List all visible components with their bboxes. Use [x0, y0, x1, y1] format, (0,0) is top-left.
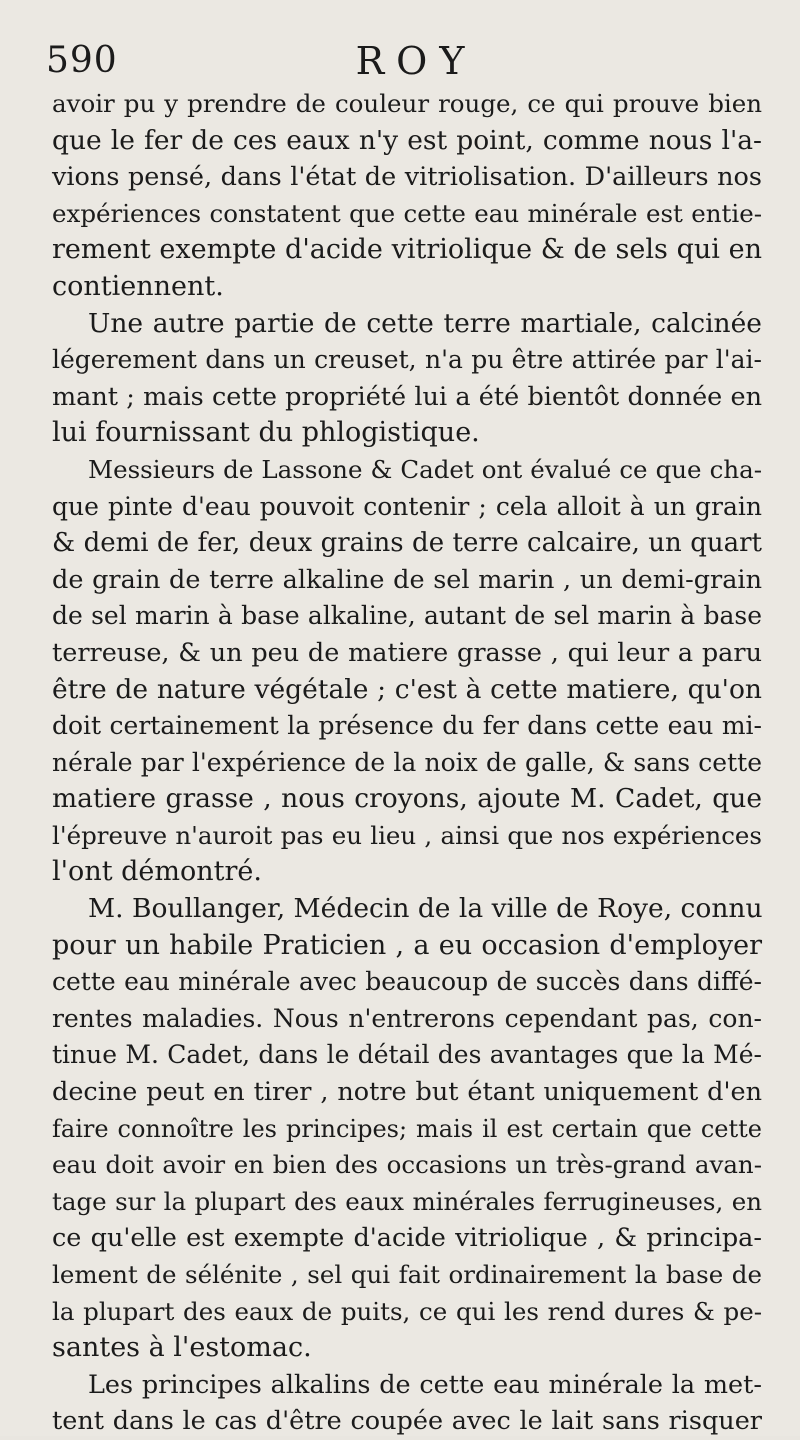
text-line: la plupart des eaux de puits, ce qui les rend dures & pe-: [52, 1296, 762, 1326]
text-line: que pinte d'eau pouvoit contenir ; cela alloit à un grain: [52, 491, 762, 521]
text-line: Messieurs de Lassone & Cadet ont évalué ce que cha-: [88, 454, 762, 484]
text-line: tinue M. Cadet, dans le détail des avantages que la Mé-: [52, 1040, 762, 1070]
text-line: lement de sélénite , sel qui fait ordinairement la base de: [52, 1260, 762, 1289]
text-line: légerement dans un creuset, n'a pu être attirée par l'ai-: [52, 345, 762, 375]
text-line: Une autre partie de cette terre martiale, calcinée: [88, 307, 762, 339]
text-line: tent dans le cas d'être coupée avec le lait sans risquer: [52, 1406, 762, 1437]
text-line: expériences constatent que cette eau minérale est entie-: [52, 198, 762, 228]
text-line: contiennent.: [52, 270, 224, 302]
text-line: & demi de fer, deux grains de terre calcaire, un quart: [52, 528, 762, 559]
text-line: l'ont démontré.: [52, 856, 262, 888]
paragraph-4: [52, 891, 762, 1367]
text-line: lui fournissant du phlogistique.: [52, 417, 480, 449]
text-line: l'épreuve n'auroit pas eu lieu , ainsi que nos expériences: [52, 820, 762, 850]
text-line: terreuse, & un peu de matiere grasse , qui leur a paru: [52, 637, 762, 668]
paragraph-1: [52, 86, 762, 306]
body-text: [52, 86, 762, 1440]
text-line: Les principes alkalins de cette eau minérale la met-: [88, 1369, 762, 1400]
text-line: M. Boullanger, Médecin de la ville de Roye, connu: [88, 893, 763, 925]
text-line: rentes maladies. Nous n'entrerons cependant pas, con-: [52, 1003, 762, 1033]
page-number: 590: [46, 40, 118, 81]
text-line: de sel marin à base alkaline, autant de sel marin à base: [52, 601, 762, 631]
paragraph-3: [52, 452, 762, 891]
text-line: de grain de terre alkaline de sel marin , un demi-grain: [52, 564, 762, 595]
text-line: matiere grasse , nous croyons, ajoute M. Cadet, que: [52, 783, 762, 815]
page-header: [46, 36, 786, 86]
text-line: decine peut en tirer , notre but étant uniquement d'en: [52, 1077, 762, 1108]
text-line: mant ; mais cette propriété lui a été bientôt donnée en: [52, 381, 762, 412]
text-line: cette eau minérale avec beaucoup de succès dans diffé-: [52, 967, 762, 997]
text-line: santes à l'estomac.: [52, 1332, 312, 1364]
text-line: eau doit avoir en bien des occasions un très-grand avan-: [52, 1150, 762, 1180]
text-line: tage sur la plupart des eaux minérales ferrugineuses, en: [52, 1186, 762, 1216]
text-line: pour un habile Praticien , a eu occasion d'employer: [52, 929, 762, 961]
text-line: faire connoître les principes; mais il est certain que cette: [52, 1114, 762, 1143]
text-line: que le fer de ces eaux n'y est point, comme nous l'a-: [52, 124, 762, 156]
paragraph-5: [52, 1367, 762, 1440]
text-line: avoir pu y prendre de couleur rouge, ce qui prouve bien: [52, 89, 762, 118]
text-line: nérale par l'expérience de la noix de galle, & sans cette: [52, 747, 762, 777]
text-line: être de nature végétale ; c'est à cette matiere, qu'on: [52, 673, 762, 705]
text-line: vions pensé, dans l'état de vitriolisation. D'ailleurs nos: [52, 162, 762, 193]
running-head: ROY: [355, 39, 477, 83]
text-line: ce qu'elle est exempte d'acide vitriolique , & principa-: [52, 1223, 762, 1254]
text-line: doit certainement la présence du fer dans cette eau mi-: [52, 711, 762, 741]
text-line: rement exempte d'acide vitriolique & de sels qui en: [52, 234, 762, 266]
paragraph-2: [52, 306, 762, 452]
